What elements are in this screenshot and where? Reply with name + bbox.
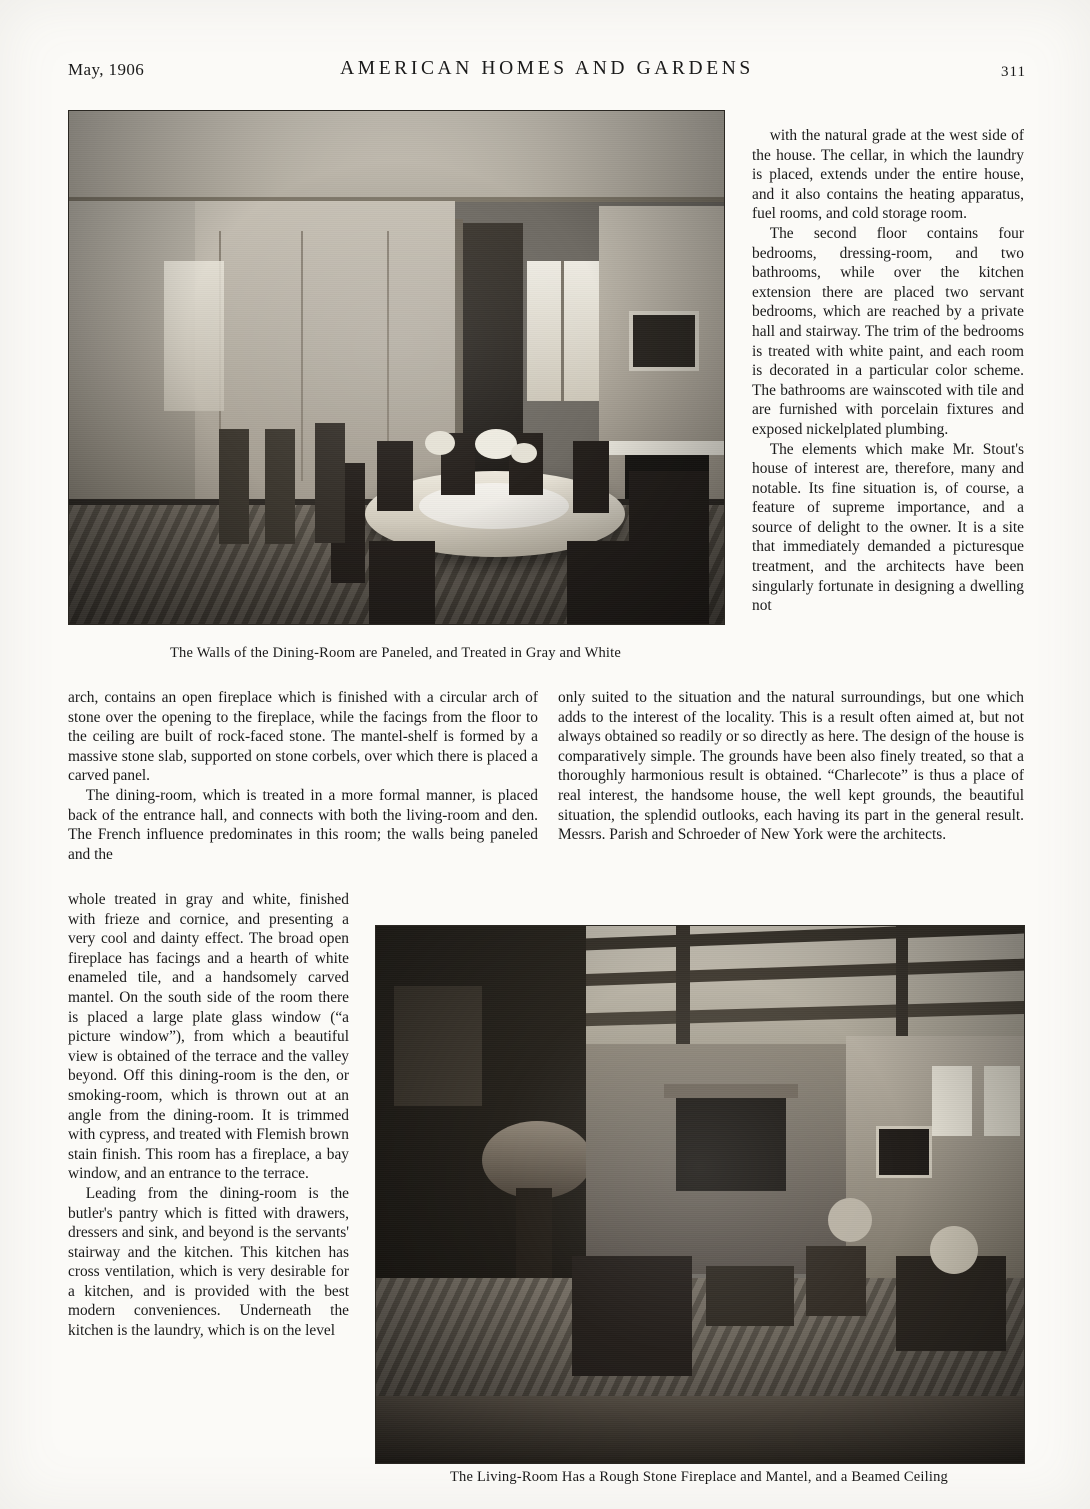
column-top-right	[752, 126, 1024, 616]
paragraph: whole treated in gray and white, finished with frieze and cornice, and presenting a very cool and dainty effect. The broad open fireplace has facings and a hearth of white enameled tile, and a handsomely carved mantel. On the south side of the room there is placed a large plate glass window (“a picture window”), from which a beautiful view is obtained of the terrace and the valley beyond. Off this dining-room is the den, or smoking-room, which is thrown out at an angle from the dining-room. It is trimmed with cypress, and treated with Flemish brown stain finish. This room has a fireplace, a bay window, and an entrance to the terrace.	[68, 891, 349, 1183]
column-mid-right	[558, 688, 1024, 845]
paragraph: The second floor contains four bedrooms, dressing-room, and two bathrooms, while over the kitchen extension there are placed two servant bedrooms, which are reached by a private hall and stairway. The trim of the bedrooms is treated with white paint, and each room is decorated in a particular color scheme. The bathrooms are wainscoted with tile and are furnished with porcelain fixtures and exposed nickelplated plumbing.	[752, 224, 1024, 438]
living-room-photo	[375, 925, 1025, 1464]
page-number: 311	[1001, 64, 1026, 80]
paragraph: Leading from the dining-room is the butler's pantry which is fitted with drawers, dressers and sink, and beyond is the servants' stairway and the kitchen. This kitchen has cross ventilation, which is very desirable for a kitchen, and is provided with the best modern conveniences. Underneath the kitchen is the laundry, which is on the level	[68, 1184, 349, 1340]
column-bottom-left	[68, 890, 349, 1341]
dining-room-caption: The Walls of the Dining-Room are Paneled, and Treated in Gray and White	[169, 645, 622, 661]
dining-room-photo	[68, 110, 725, 625]
paragraph: The dining-room, which is treated in a more formal manner, is placed back of the entrance hall, and connects with both the living-room and den. The French influence predominates in this room; the walls being paneled and the	[68, 786, 538, 863]
paragraph: only suited to the situation and the natural surroundings, but one which adds to the interest of the locality. This is a result often aimed at, but not always obtained so readily or so directly as here. The design of the house is comparatively simple. The grounds have been also finely treated, so that a thoroughly harmonious result is obtained. “Charlecote” is thus a place of real interest, the handsome house, the well kept grounds, the beautiful situation, the splendid outlooks, each having its part in the general result. Messrs. Parish and Schroeder of New York were the architects.	[558, 689, 1024, 844]
paragraph: with the natural grade at the west side of the house. The cellar, in which the laundry is placed, extends under the entire house, and it also contains the heating apparatus, fuel rooms, and cold storage room.	[752, 127, 1024, 223]
running-head	[68, 58, 1026, 88]
paragraph: The elements which make Mr. Stout's house of interest are, therefore, many and notable. Its fine situation is, of course, a feature of supreme importance, and a source of delight to the owner. It is a site that immediately demanded a picturesque treatment, and the architects have been singularly fortunate in designing a dwelling not	[752, 440, 1024, 615]
publication-title: AMERICAN HOMES AND GARDENS	[340, 58, 754, 79]
paragraph: arch, contains an open fireplace which is finished with a circular arch of stone over the opening to the fireplace, while the facings from the floor to the ceiling are built of rock-faced stone. The mantel-shelf is formed by a massive stone slab, supported on stone corbels, over which there is placed a carved panel.	[68, 689, 538, 785]
living-room-caption: The Living-Room Has a Rough Stone Fireplace and Mantel, and a Beamed Ceiling	[449, 1469, 949, 1485]
issue-date: May, 1906	[68, 60, 145, 79]
column-mid-left	[68, 688, 538, 864]
